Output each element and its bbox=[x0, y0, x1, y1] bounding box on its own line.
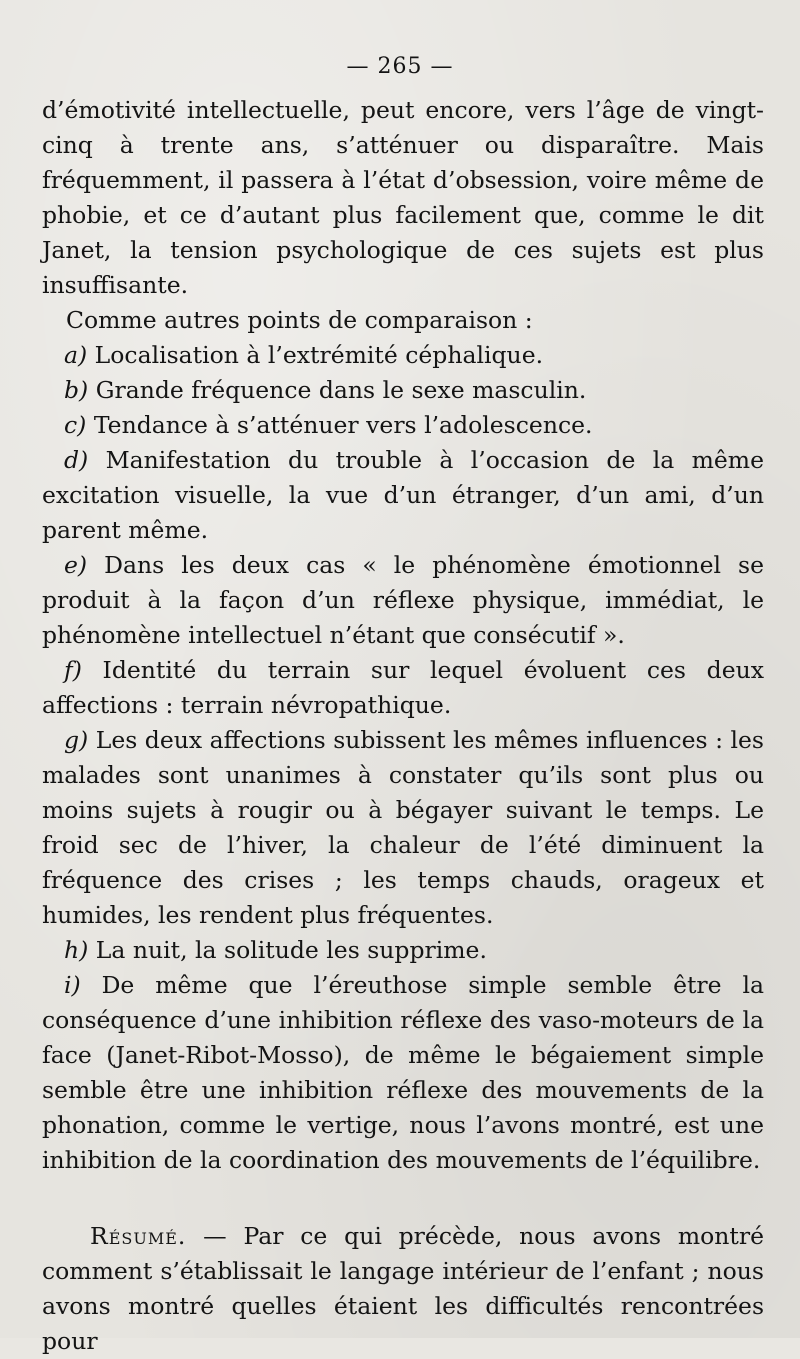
summary-paragraph bbox=[42, 1219, 764, 1359]
item-text: Localisation à l’extrémité céphalique. bbox=[87, 341, 544, 369]
list-item-c bbox=[42, 408, 764, 443]
list-item-g bbox=[42, 723, 764, 933]
body-text bbox=[42, 93, 764, 1359]
item-text: Les deux affections subissent les mêmes influences : les malades sont unanimes à constater qu’ils sont plus ou moins sujets à rougir ou à bégayer suivant le temps. Le froid sec de l’hiver, la chaleur de l’été diminuent la fréquence des crises ; les temps chauds, orageux et humides, les rendent plus fréquentes. bbox=[42, 726, 764, 929]
summary-heading: Résumé. bbox=[90, 1222, 187, 1250]
item-text: Identité du terrain sur lequel évoluent ces deux affections : terrain névropathique. bbox=[42, 656, 764, 719]
item-letter: h) bbox=[64, 936, 89, 964]
item-letter: f) bbox=[64, 656, 82, 684]
list-item-e bbox=[42, 548, 764, 653]
item-letter: c) bbox=[64, 411, 87, 439]
list-item-a bbox=[42, 338, 764, 373]
list-item-f bbox=[42, 653, 764, 723]
item-letter: b) bbox=[64, 376, 89, 404]
section-spacer bbox=[42, 1178, 764, 1219]
item-letter: g) bbox=[64, 726, 89, 754]
list-item-h bbox=[42, 933, 764, 968]
item-letter: d) bbox=[64, 446, 89, 474]
item-letter: e) bbox=[64, 551, 88, 579]
item-text: Grande fréquence dans le sexe masculin. bbox=[88, 376, 587, 404]
paragraph: d’émotivité intellectuelle, peut encore, vers l’âge de vingt-cinq à trente ans, s’atténuer ou disparaître. Mais fréquemment, il passera à l’état d’obsession, voire même de phobie, et ce d’autant plus facilement que, comme le dit Janet, la tension psychologique de ces sujets est plus insuffisante. bbox=[42, 96, 764, 299]
list-item-d bbox=[42, 443, 764, 548]
summary-text: — Par ce qui précède, nous avons montré comment s’établissait le langage intérieur de l’enfant ; nous avons montré quelles étaient les difficultés rencontrées pour bbox=[42, 1222, 764, 1355]
item-text: Manifestation du trouble à l’occasion de la même excitation visuelle, la vue d’un étranger, d’un ami, d’un parent même. bbox=[42, 446, 764, 544]
item-letter: i) bbox=[64, 971, 81, 999]
item-text: La nuit, la solitude les supprime. bbox=[88, 936, 487, 964]
item-text: De même que l’éreuthose simple semble être la conséquence d’une inhibition réflexe des vaso-moteurs de la face (Janet-Ribot-Mosso), de même le bégaiement simple semble être une inhibition réflexe des mouvements de la phonation, comme le vertige, nous l’avons montré, est une inhibition de la coordination des mouvements de l’équilibre. bbox=[42, 971, 764, 1174]
item-text: Tendance à s’atténuer vers l’adolescence. bbox=[86, 411, 593, 439]
list-item-i bbox=[42, 968, 764, 1178]
item-text: Dans les deux cas « le phénomène émotionnel se produit à la façon d’un réflexe physique, immédiat, le phénomène intellectuel n’étant que consécutif ». bbox=[42, 551, 764, 649]
list-intro: Comme autres points de comparaison : bbox=[66, 306, 533, 334]
list-item-b bbox=[42, 373, 764, 408]
item-letter: a) bbox=[64, 341, 88, 369]
page-number: — 265 — bbox=[346, 54, 454, 79]
